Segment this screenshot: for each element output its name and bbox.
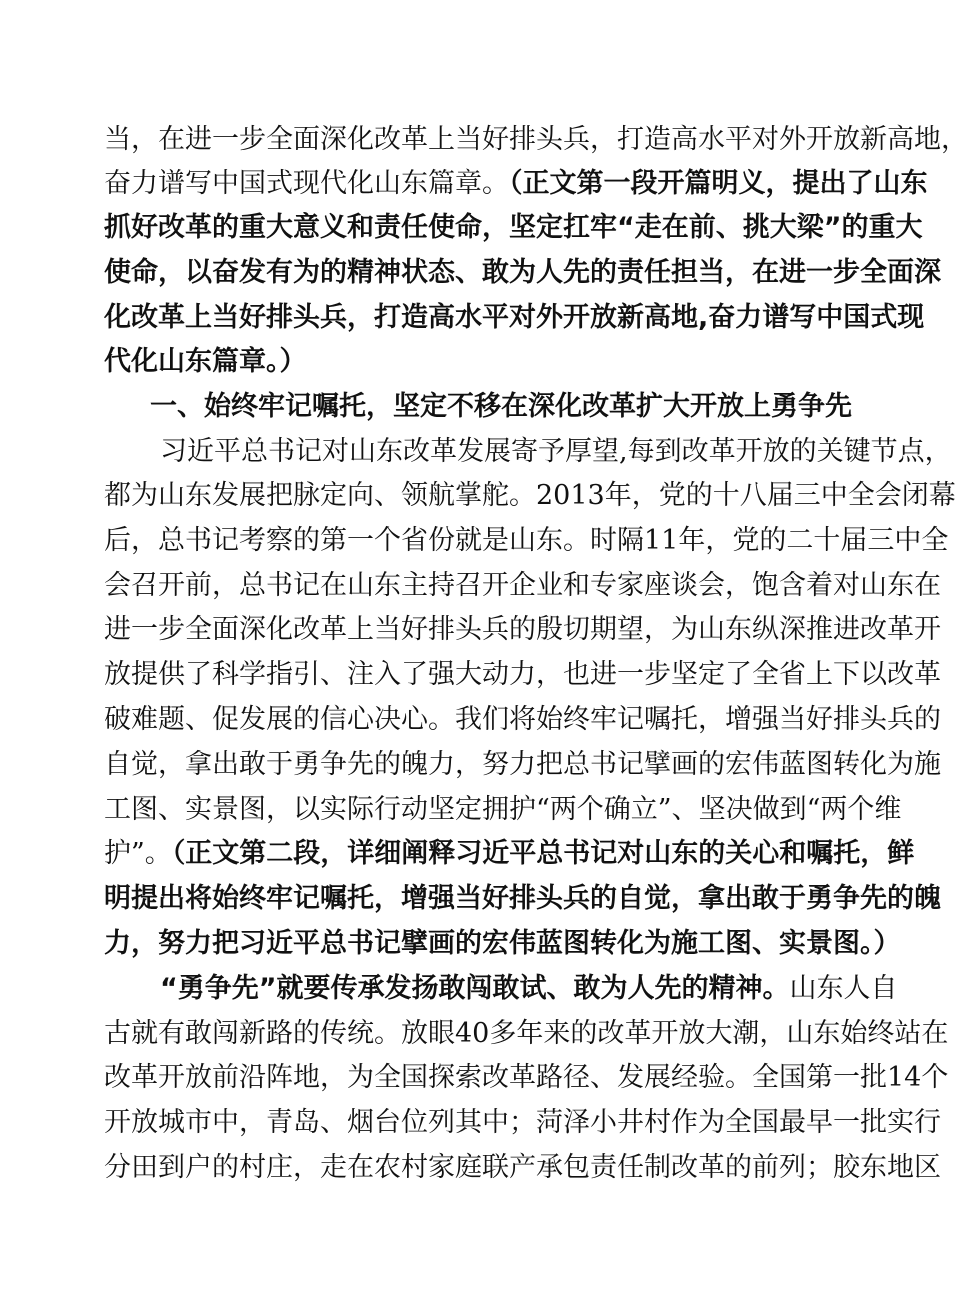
text-line bbox=[104, 476, 956, 516]
body-text: 都为山东发展把脉定向、领航掌舵。2013年，党的十八届三中全会闭幕 bbox=[104, 480, 956, 511]
bold-text: 代化山东篇章。） bbox=[104, 346, 307, 377]
text-line bbox=[104, 342, 820, 382]
body-text: 破难题、促发展的信心决心。我们将始终牢记嘱托，增强当好排头兵的 bbox=[104, 704, 941, 735]
body-text: 习近平总书记对山东改革发展寄予厚望,每到改革开放的关键节点， bbox=[160, 436, 952, 467]
text-line bbox=[104, 834, 915, 874]
text-line bbox=[104, 745, 941, 785]
body-text: 开放城市中，青岛、烟台位列其中；菏泽小井村作为全国最早一批实行 bbox=[104, 1107, 941, 1138]
text-line bbox=[104, 1014, 949, 1054]
body-text: 山东人自 bbox=[789, 973, 898, 1004]
bold-text: 一、始终牢记嘱托，坚定不移在深化改革扩大开放上勇争先 bbox=[150, 391, 852, 422]
body-text: 放提供了科学指引、注入了强大动力，也进一步坚定了全省上下以改革 bbox=[104, 659, 941, 690]
bold-text: （正文第二段，详细阐释习近平总书记对山东的关心和嘱托，鲜 bbox=[171, 838, 915, 869]
text-line bbox=[104, 120, 968, 160]
body-text: 改革开放前沿阵地，为全国探索改革路径、发展经验。全国第一批14个 bbox=[104, 1062, 949, 1093]
body-text: 当，在进一步全面深化改革上当好排头兵，打造高水平对外开放新高地， bbox=[104, 124, 968, 155]
text-line bbox=[104, 298, 925, 338]
body-text: 奋力谱写中国式现代化山东篇章。 bbox=[104, 168, 509, 199]
text-line bbox=[160, 432, 952, 472]
text-line bbox=[104, 610, 941, 650]
text-line bbox=[104, 1148, 941, 1188]
section-heading bbox=[150, 387, 866, 427]
body-text: 分田到户的村庄，走在农村家庭联产承包责任制改革的前列；胶东地区 bbox=[104, 1152, 941, 1183]
text-line bbox=[104, 253, 941, 293]
bold-text: （正文第一段开篇明义，提出了山东 bbox=[509, 168, 928, 199]
bold-text: 使命，以奋发有为的精神状态、敢为人先的责任担当，在进一步全面深 bbox=[104, 257, 941, 288]
bold-text: “勇争先”就要传承发扬敢闯敢试、敢为人先的精神。 bbox=[160, 973, 790, 1004]
text-line bbox=[104, 1058, 949, 1098]
text-line bbox=[104, 566, 941, 606]
body-text: 进一步全面深化改革上当好排头兵的殷切期望，为山东纵深推进改革开 bbox=[104, 614, 941, 645]
text-line bbox=[104, 208, 923, 248]
bold-text: 抓好改革的重大意义和责任使命，坚定扛牢“走在前、挑大梁”的重大 bbox=[104, 212, 923, 243]
bold-text: 明提出将始终牢记嘱托，增强当好排头兵的自觉，拿出敢于勇争先的魄 bbox=[104, 883, 941, 914]
body-text: 工图、实景图，以实际行动坚定拥护“两个确立”、坚决做到“两个维 bbox=[104, 794, 902, 825]
text-line bbox=[104, 879, 941, 919]
text-line bbox=[104, 700, 941, 740]
body-text: 会召开前，总书记在山东主持召开企业和专家座谈会，饱含着对山东在 bbox=[104, 570, 941, 601]
text-line bbox=[104, 1103, 941, 1143]
text-line bbox=[160, 969, 898, 1009]
bold-text: 化改革上当好排头兵，打造高水平对外开放新高地,奋力谱写中国式现 bbox=[104, 302, 925, 333]
body-text: 自觉，拿出敢于勇争先的魄力，努力把总书记擘画的宏伟蓝图转化为施 bbox=[104, 749, 941, 780]
text-line bbox=[104, 790, 902, 830]
text-line bbox=[104, 655, 941, 695]
bold-text: 力，努力把习近平总书记擘画的宏伟蓝图转化为施工图、实景图。） bbox=[104, 928, 901, 959]
text-line bbox=[104, 924, 901, 964]
body-text: 护”。 bbox=[104, 838, 172, 869]
body-text: 古就有敢闯新路的传统。放眼40多年来的改革开放大潮，山东始终站在 bbox=[104, 1018, 949, 1049]
text-line bbox=[104, 164, 928, 204]
text-line bbox=[104, 521, 949, 561]
body-text: 后，总书记考察的第一个省份就是山东。时隔11年，党的二十届三中全 bbox=[104, 525, 949, 556]
